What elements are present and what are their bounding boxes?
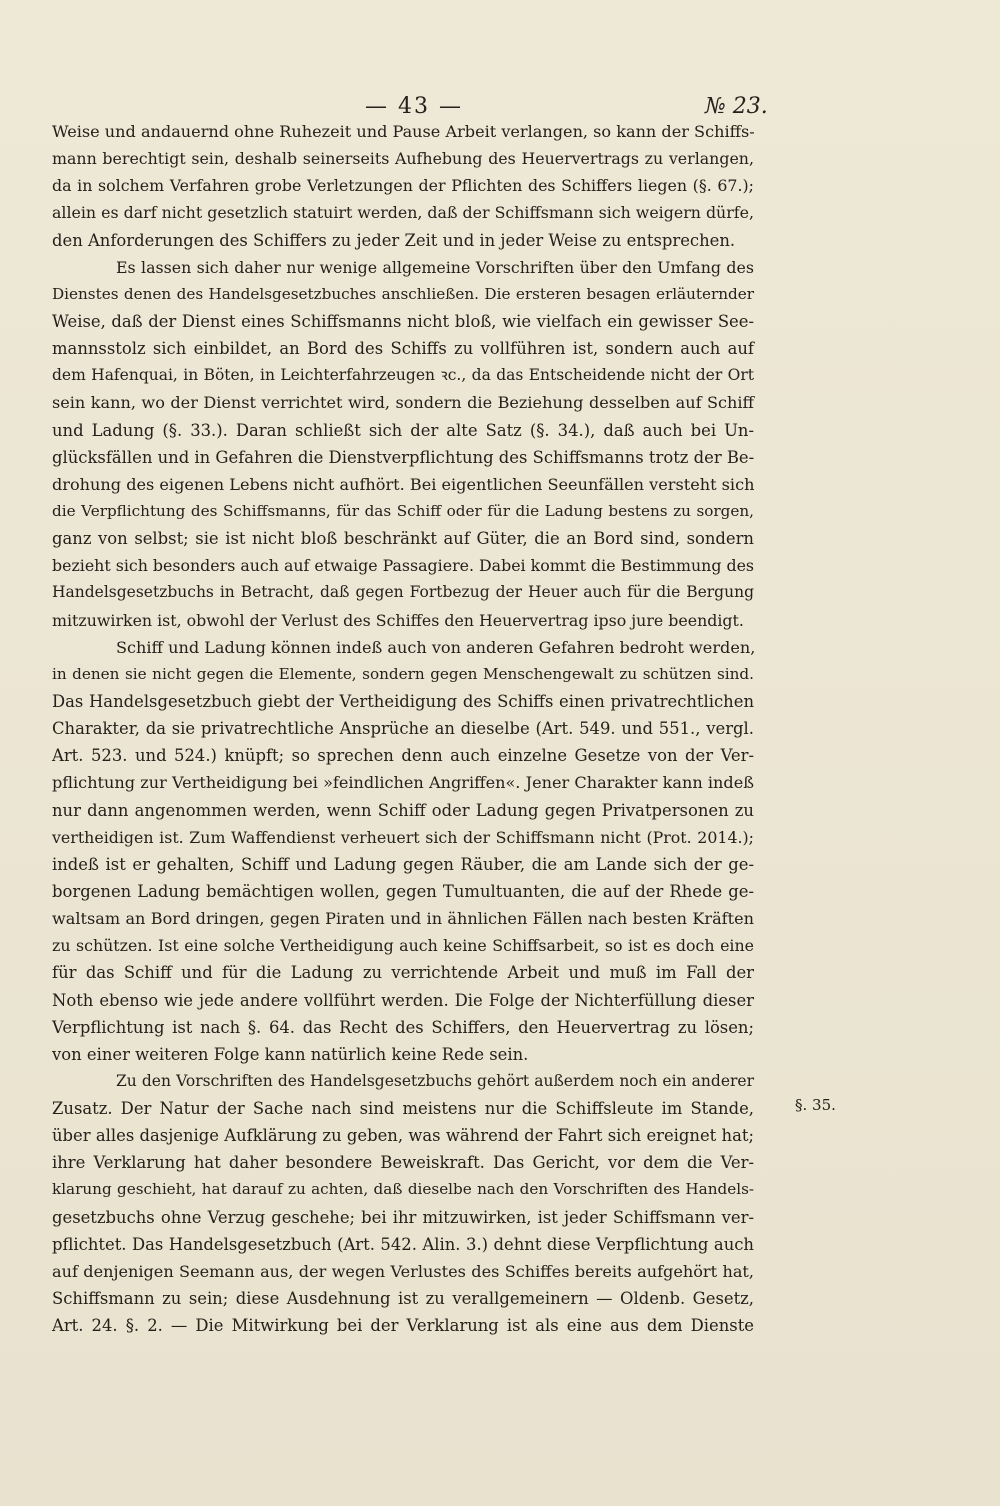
body-text [52,118,754,1339]
document-number: № 23. [705,94,768,119]
text-line: ihre Verklarung hat daher besondere Beweiskraft. Das Gericht, vor dem die Ver- [52,1153,754,1173]
margin-note-section: §. 35. [795,1096,836,1114]
text-line: und Ladung (§. 33.). Daran schließt sich der alte Satz (§. 34.), daß auch bei Un- [52,420,754,440]
text-line: dem Hafenquai, in Böten, in Leichterfahrzeugen ꝛc., da das Entscheidende nicht der Ort [52,366,754,385]
text-line: Schiffsmann zu sein; diese Ausdehnung ist zu verallgemeinern — Oldenb. Gesetz, [52,1289,754,1309]
text-line: Weise und andauernd ohne Ruhezeit und Pause Arbeit verlangen, so kann der Schiffs- [52,122,755,141]
text-line: pflichtung zur Vertheidigung bei »feindlichen Angriffen«. Jener Charakter kann indeß [52,773,754,793]
text-line: über alles dasjenige Aufklärung zu geben, was während der Fahrt sich ereignet hat; [52,1126,754,1146]
text-line: Charakter, da sie privatrechtliche Ansprüche an dieselbe (Art. 549. und 551., vergl. [52,719,754,739]
text-line: mann berechtigt sein, deshalb seinerseits Aufhebung des Heuervertrags zu verlangen, [52,149,754,169]
text-line: Noth ebenso wie jede andere vollführt werden. Die Folge der Nichterfüllung dieser [52,990,754,1010]
text-line: borgenen Ladung bemächtigen wollen, gegen Tumultuanten, die auf der Rhede ge- [52,881,754,901]
text-line: Art. 523. und 524.) knüpft; so sprechen denn auch einzelne Gesetze von der Ver- [52,746,754,766]
text-line: bezieht sich besonders auch auf etwaige Passagiere. Dabei kommt die Bestimmung des [52,556,755,576]
text-line: den Anforderungen des Schiffers zu jeder Zeit und in jeder Weise zu entsprechen. [52,230,736,250]
text-line: Dienstes denen des Handelsgesetzbuches anschließen. Die ersteren besagen erläuternder [52,284,754,303]
text-line: in denen sie nicht gegen die Elemente, sondern gegen Menschengewalt zu schützen sind. [52,664,754,683]
text-line: gesetzbuchs ohne Verzug geschehe; bei ihr mitzuwirken, ist jeder Schiffsmann ver- [52,1207,754,1227]
text-line: Es lassen sich daher nur wenige allgemeine Vorschriften über den Umfang des [116,257,754,277]
text-line: Das Handelsgesetzbuch giebt der Vertheidigung des Schiffs einen privatrechtlichen [52,691,754,711]
text-line: indeß ist er gehalten, Schiff und Ladung gegen Räuber, die am Lande sich der ge- [52,854,754,874]
text-line: Verpflichtung ist nach §. 64. das Recht des Schiffers, den Heuervertrag zu lösen; [52,1017,754,1037]
text-line: Schiff und Ladung können indeß auch von anderen Gefahren bedroht werden, [116,637,756,657]
text-line: die Verpflichtung des Schiffsmanns, für das Schiff oder für die Ladung bestens zu sorgen, [52,501,754,520]
text-line: mitzuwirken ist, obwohl der Verlust des Schiffes den Heuervertrag ipso jure beendigt. [52,610,744,630]
text-line: da in solchem Verfahren grobe Verletzungen der Pflichten des Schiffers liegen (§. 67.); [52,176,754,196]
text-line: auf denjenigen Seemann aus, der wegen Verlustes des Schiffes bereits aufgehört hat, [52,1261,754,1281]
text-line: glücksfällen und in Gefahren die Dienstverpflichtung des Schiffsmanns trotz der Be- [52,447,755,467]
text-line: waltsam an Bord dringen, gegen Piraten und in ähnlichen Fällen nach besten Kräften [52,909,754,929]
text-line: Art. 24. §. 2. — Die Mitwirkung bei der Verklarung ist als eine aus dem Dienste [52,1316,754,1336]
page-number: — 43 — [365,94,463,119]
text-line: für das Schiff und für die Ladung zu verrichtende Arbeit und muß im Fall der [52,963,754,983]
text-line: nur dann angenommen werden, wenn Schiff oder Ladung gegen Privatpersonen zu [52,800,754,820]
text-line: von einer weiteren Folge kann natürlich keine Rede sein. [52,1044,529,1064]
text-line: pflichtet. Das Handelsgesetzbuch (Art. 542. Alin. 3.) dehnt diese Verpflichtung auch [52,1234,754,1254]
text-line: klarung geschieht, hat darauf zu achten, daß dieselbe nach den Vorschriften des Handels- [52,1180,754,1199]
text-line: Handelsgesetzbuchs in Betracht, daß gegen Fortbezug der Heuer auch für die Bergung [52,583,754,602]
text-line: ganz von selbst; sie ist nicht bloß beschränkt auf Güter, die an Bord sind, sondern [52,529,754,549]
text-line: drohung des eigenen Lebens nicht aufhört. Bei eigentlichen Seeunfällen versteht sich [52,474,755,494]
text-line: Weise, daß der Dienst eines Schiffsmanns nicht bloß, wie vielfach ein gewisser See- [52,311,754,331]
text-line: zu schützen. Ist eine solche Vertheidigung auch keine Schiffsarbeit, so ist es doch eine [52,936,754,956]
text-line: mannsstolz sich einbildet, an Bord des Schiffs zu vollführen ist, sondern auch auf [52,339,754,359]
text-line: Zusatz. Der Natur der Sache nach sind meistens nur die Schiffsleute im Stande, [52,1099,754,1119]
text-line: allein es darf nicht gesetzlich statuirt werden, daß der Schiffsmann sich weigern dürfe, [52,203,754,223]
text-line: sein kann, wo der Dienst verrichtet wird, sondern die Beziehung desselben auf Schiff [52,393,754,413]
text-line: vertheidigen ist. Zum Waffendienst verheuert sich der Schiffsmann nicht (Prot. 2014.); [52,827,754,847]
text-line: Zu den Vorschriften des Handelsgesetzbuchs gehört außerdem noch ein anderer [116,1071,754,1090]
